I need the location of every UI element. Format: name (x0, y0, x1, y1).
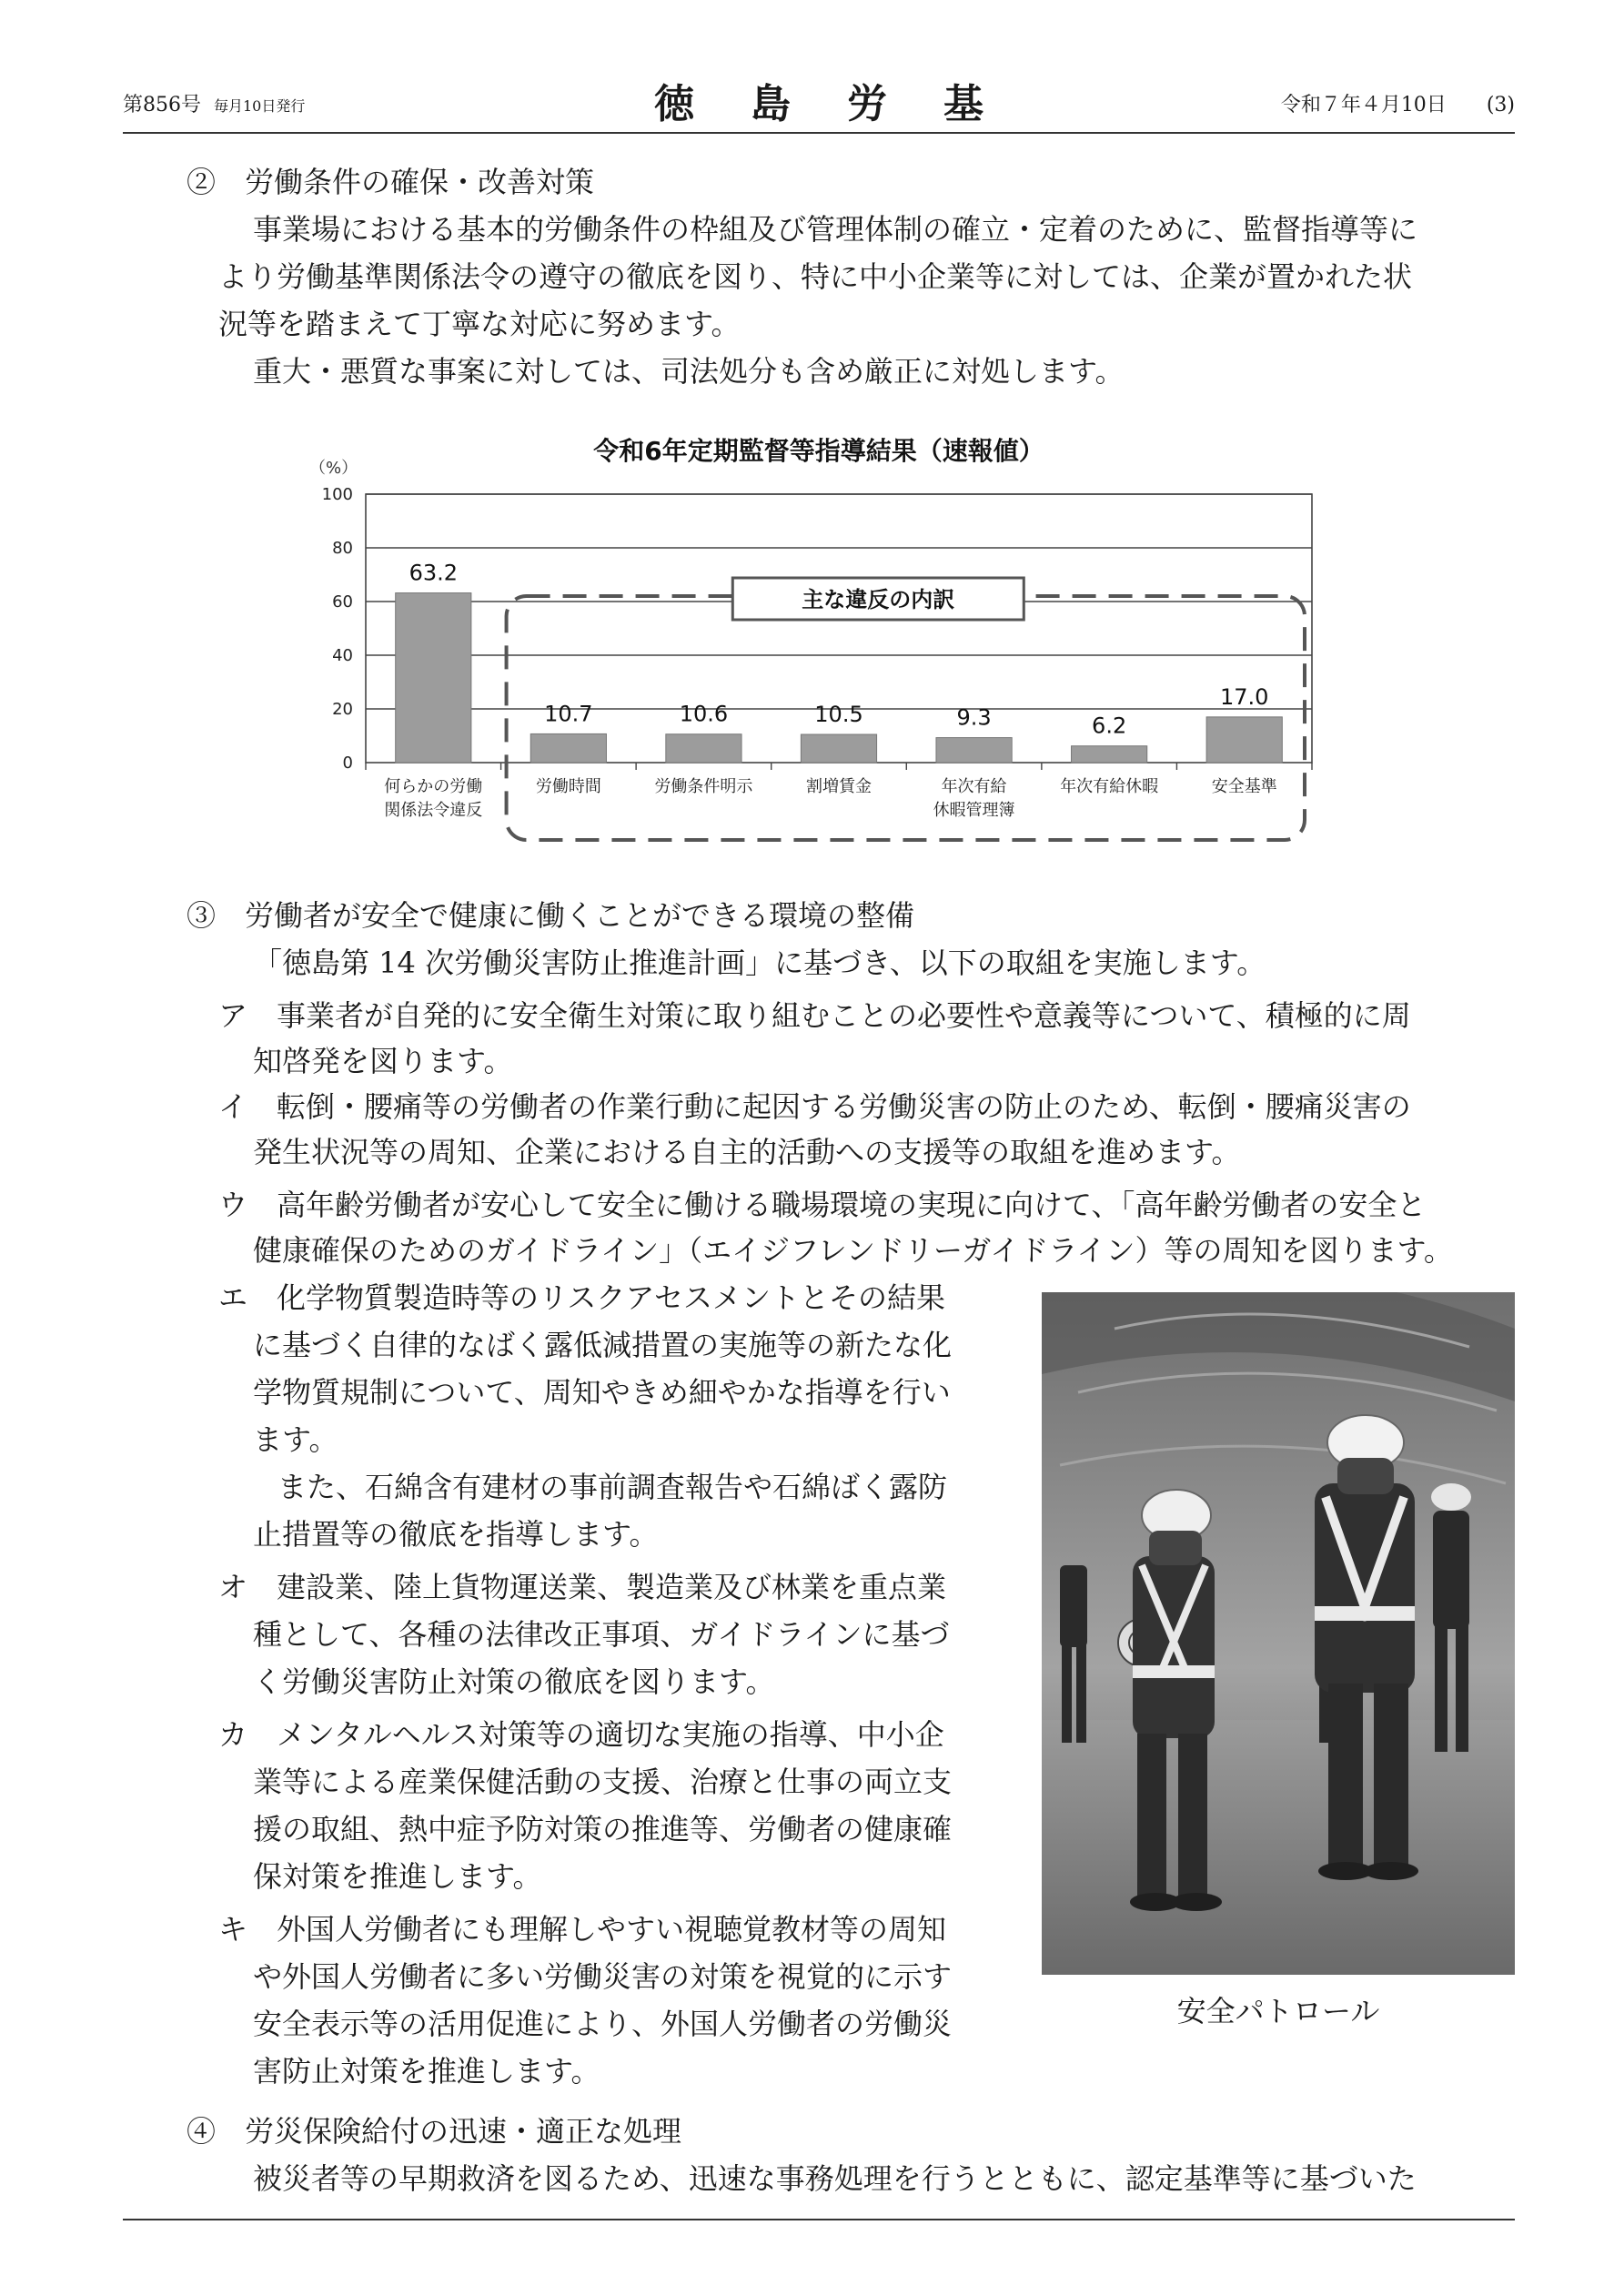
category-label: 年次有給 (941, 777, 1007, 796)
header-rule (123, 132, 1515, 134)
category-label: 年次有給休暇 (1060, 777, 1159, 796)
item-line: 援の取組、熱中症予防対策の推進等、労働者の健康確 (253, 1812, 953, 1846)
y-tick-label: 40 (332, 646, 353, 665)
section2-line: 事業場における基本的労働条件の枠組及び管理体制の確立・定着のために、監督指導等に (253, 212, 1418, 247)
item-line: 保対策を推進します。 (253, 1859, 542, 1894)
item-line: 業等による産業保健活動の支援、治療と仕事の両立支 (253, 1765, 953, 1799)
item-i-line: イ 転倒・腰痛等の労働者の作業行動に起因する労働災害の防止のため、転倒・腰痛災害の (218, 1089, 1411, 1124)
bar (666, 734, 741, 763)
bar (936, 738, 1012, 763)
issue-note: 毎月10日発行 (214, 97, 306, 115)
item-line: 止措置等の徹底を指導します。 (253, 1517, 659, 1552)
safety-patrol-photo (1042, 1292, 1515, 1975)
value-label: 10.6 (679, 701, 729, 727)
section4-line: 被災者等の早期救済を図るため、迅速な事務処理を行うとともに、認定基準等に基づいた (253, 2161, 1417, 2196)
newsletter-title: 徳島労基 (654, 81, 1040, 127)
bar (1072, 746, 1147, 763)
breakdown-group-box (507, 596, 1305, 840)
value-label: 9.3 (956, 704, 992, 731)
section2-line: より労働基準関係法令の遵守の徹底を図り、特に中小企業等に対しては、企業が置かれた状 (218, 259, 1413, 294)
inspection-results-chart (300, 428, 1337, 855)
item-line: 種として、各種の法律改正事項、ガイドラインに基づ (253, 1617, 950, 1652)
item-line: オ 建設業、陸上貨物運送業、製造業及び林業を重点業 (218, 1570, 947, 1604)
item-line: 学物質規制について、周知やきめ細やかな指導を行い (253, 1375, 951, 1410)
item-line: キ 外国人労働者にも理解しやすい視聴覚教材等の周知 (218, 1912, 947, 1947)
value-label: 63.2 (409, 560, 459, 586)
y-tick-label: 0 (342, 754, 353, 773)
item-line: 害防止対策を推進します。 (253, 2054, 600, 2089)
section3-intro: 「徳島第 14 次労働災害防止推進計画」に基づき、以下の取組を実施します。 (253, 946, 1266, 980)
item-a-line: ア 事業者が自発的に安全衛生対策に取り組むことの必要性や意義等について、積極的に周 (218, 998, 1411, 1033)
section2-heading: ② 労働条件の確保・改善対策 (187, 165, 595, 199)
y-axis-unit: （%） (309, 459, 358, 478)
breakdown-label: 主な違反の内訳 (802, 587, 955, 612)
page-header (123, 71, 1515, 135)
category-label: 労働時間 (535, 777, 601, 796)
section2-line: 況等を踏まえて丁寧な対応に努めます。 (218, 307, 741, 341)
y-tick-label: 20 (332, 700, 353, 719)
item-u-line: 健康確保のためのガイドライン」（エイジフレンドリーガイドライン）等の周知を図ります。 (253, 1233, 1453, 1268)
bar (1206, 717, 1282, 763)
item-line: また、石綿含有建材の事前調査報告や石綿ばく露防 (277, 1470, 948, 1504)
item-u-line: ウ 高年齢労働者が安心して安全に働ける職場環境の実現に向けて、「高年齢労働者の安全と (218, 1188, 1427, 1222)
chart-title: 令和6年定期監督等指導結果（速報値） (593, 436, 1044, 466)
item-line: 安全表示等の活用促進により、外国人労働者の労働災 (253, 2007, 953, 2041)
issue-number: 第856号 毎月10日発行 (123, 94, 306, 116)
category-label: 何らかの労働 (384, 777, 483, 796)
bar (530, 733, 606, 763)
y-tick-label: 60 (332, 592, 353, 612)
item-line: エ 化学物質製造時等のリスクアセスメントとその結果 (218, 1280, 946, 1315)
bar (801, 734, 876, 763)
item-line: や外国人労働者に多い労働災害の対策を視覚的に示す (253, 1959, 953, 1994)
section2-line: 重大・悪質な事案に対しては、司法処分も含め厳正に対処します。 (253, 354, 1125, 389)
category-label: 労働条件明示 (654, 777, 753, 796)
item-line: に基づく自律的なばく露低減措置の実施等の新たな化 (253, 1328, 953, 1362)
bar (396, 593, 471, 763)
page-number: (3) (1486, 94, 1515, 116)
item-a-line: 知啓発を図ります。 (253, 1044, 513, 1078)
value-label: 6.2 (1092, 713, 1127, 739)
value-label: 10.7 (544, 701, 593, 727)
category-label: 安全基準 (1211, 777, 1277, 796)
section3-heading: ③ 労働者が安全で健康に働くことができる環境の整備 (187, 898, 915, 933)
safety-patrol-illustration (1042, 1292, 1515, 1975)
category-label: 割増賃金 (806, 777, 872, 796)
y-tick-label: 80 (332, 539, 353, 558)
category-label: 休暇管理簿 (933, 801, 1015, 820)
y-tick-label: 100 (321, 485, 353, 504)
issue-date: 令和７年４月10日 (3) (1280, 94, 1515, 116)
item-i-line: 発生状況等の周知、企業における自主的活動への支援等の取組を進めます。 (253, 1135, 1241, 1169)
value-label: 17.0 (1219, 683, 1269, 710)
footer-rule (123, 2219, 1515, 2220)
item-line: ます。 (253, 1422, 338, 1457)
item-line: カ メンタルヘルス対策等の適切な実施の指導、中小企 (218, 1717, 944, 1752)
section4-heading: ④ 労災保険給付の迅速・適正な処理 (187, 2114, 682, 2149)
photo-caption: 安全パトロール (1176, 1994, 1380, 2028)
category-label: 関係法令違反 (384, 801, 483, 820)
item-line: く労働災害防止対策の徹底を図ります。 (253, 1664, 775, 1699)
value-label: 10.5 (814, 702, 863, 728)
